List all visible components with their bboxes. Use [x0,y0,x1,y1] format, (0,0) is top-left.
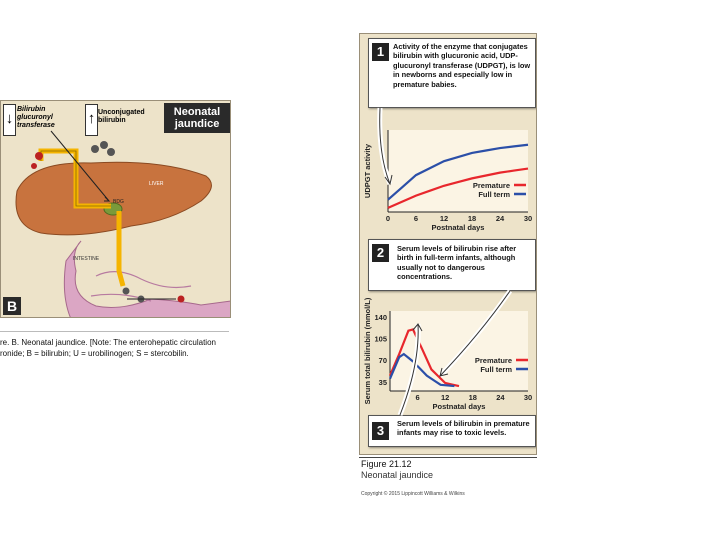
up-arrow-icon: ↑ [87,110,96,127]
figure-title: Neonatal jaundice [361,470,434,480]
callout-text-2: Serum levels of bilirubin rise after birth in full-term infants, although usually not to dangerous concentrations. [397,244,517,282]
liver-label: LIVER [149,181,164,187]
bilirubin-molecule [107,148,115,156]
serum-bilirubin-chart [360,289,537,414]
unconjugated-bilirubin-label: Unconjugated bilirubin [98,109,145,124]
legend-label: Premature [472,181,510,190]
x-tick-label: 18 [467,214,477,223]
bilirubin-molecule [100,141,108,149]
enzyme-down-arrow-box [3,104,16,136]
y-tick-label: 35 [378,377,387,387]
plot-area [390,311,528,391]
jaundice-diagram-panel [0,100,231,318]
figure-copyright: Copyright © 2015 Lippincott Williams & Wilkins [361,491,465,497]
x-tick-label: 30 [523,214,533,223]
left-caption-line-1: re. B. Neonatal jaundice. [Note: The enterohepatic circulation [0,338,216,347]
bilirubin-up-arrow-box [85,104,98,136]
neonatal-jaundice-figure-panel [359,33,537,455]
x-axis-label: Postnatal days [431,223,485,232]
down-arrow-icon: ↓ [5,110,14,127]
x-tick-label: 12 [441,393,450,402]
x-tick-label: 6 [415,393,420,402]
x-tick-label: 18 [468,393,477,402]
callout-number-1: 1 [372,43,389,61]
callout-text-1: Activity of the enzyme that conjugates bilirubin with glucuronic acid, UDP-glucuronyl transferase (UDPGT), is low in newborns and especially low in premature babies. [393,42,531,89]
figure-number: Figure 21.12 [361,459,412,469]
legend-label: Full term [478,190,510,199]
callout-3 [368,415,536,447]
y-axis-label: Serum total bilirubin (mmol/L) [363,297,372,405]
callout-number-2: 2 [372,244,389,262]
bilirubin-molecule [91,145,99,153]
x-axis-label: Postnatal days [432,402,486,411]
panel-letter-b: B [3,297,21,315]
left-caption-rule [0,331,229,332]
intestine-label: INTESTINE [73,256,100,262]
x-tick-label: 30 [523,393,533,402]
left-caption-line-2: ronide; B = bilirubin; U = urobilinogen; S = stercobilin. [0,349,189,358]
callout-2 [368,239,536,291]
bilirubin-pathway-illustration [1,101,231,318]
y-tick-label: 140 [374,313,387,323]
callout-1 [368,38,536,108]
x-tick-label: 6 [413,214,419,223]
callout-text-3: Serum levels of bilirubin in premature infants may rise to toxic levels. [397,419,530,438]
x-tick-label: 24 [496,393,505,402]
legend-label: Full term [480,365,512,374]
y-tick-label: 105 [374,334,387,344]
intestine-shape [64,241,231,318]
bilirubin-molecule [31,163,37,169]
callout-number-3: 3 [372,422,389,440]
enzyme-label: Bilirubin glucuronyl transferase [17,106,55,129]
x-tick-label: 12 [439,214,449,223]
bdg-label: BDG [113,199,124,205]
y-tick-label: 70 [378,356,387,366]
udpgt-activity-chart [360,112,537,242]
bilirubin-molecule [35,152,43,160]
x-tick-label: 24 [495,214,505,223]
x-tick-label: 0 [385,214,391,223]
neonatal-jaundice-title: Neonatal jaundice [164,103,230,133]
legend-label: Premature [474,356,512,365]
figure-caption-rule [359,457,537,458]
y-axis-label: UDPGT activity [363,143,372,199]
